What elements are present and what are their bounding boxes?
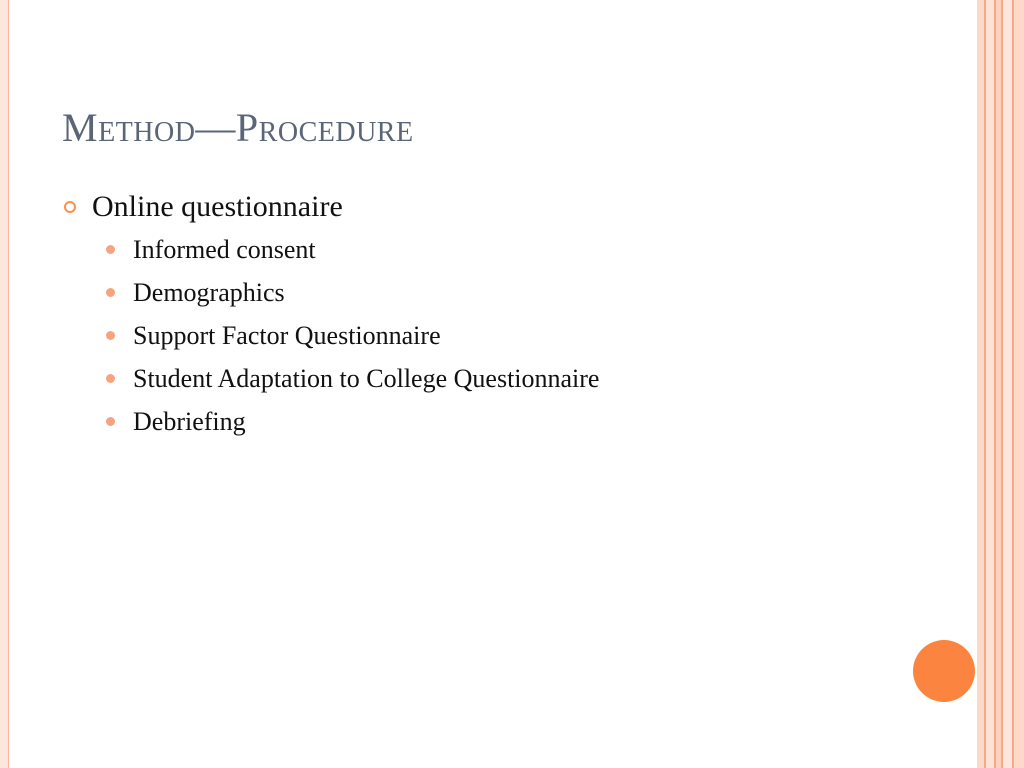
filled-dot-bullet-icon	[106, 331, 115, 340]
left-border-decoration	[0, 0, 9, 768]
sub-bullet-list	[62, 228, 942, 443]
slide-content	[62, 186, 942, 443]
right-stripe-decoration	[1003, 0, 1012, 768]
sub-bullet-text: Support Factor Questionnaire	[133, 321, 441, 350]
hollow-circle-bullet-icon	[64, 201, 76, 213]
right-stripe-decoration	[977, 0, 984, 768]
sub-bullet-text: Debriefing	[133, 407, 246, 436]
sub-bullet-item	[106, 228, 942, 271]
sub-bullet-item	[106, 400, 942, 443]
filled-dot-bullet-icon	[106, 417, 115, 426]
slide-title: Method—Procedure	[62, 105, 414, 150]
bullet-text: Online questionnaire	[92, 190, 343, 223]
orange-circle-decoration	[913, 640, 975, 702]
filled-dot-bullet-icon	[106, 374, 115, 383]
sub-bullet-item	[106, 357, 942, 400]
sub-bullet-item	[106, 271, 942, 314]
sub-bullet-item	[106, 314, 942, 357]
sub-bullet-text: Informed consent	[133, 235, 316, 264]
right-stripe-decoration	[986, 0, 994, 768]
right-stripe-decoration	[1014, 0, 1024, 768]
sub-bullet-text: Student Adaptation to College Questionnaire	[133, 364, 600, 393]
sub-bullet-text: Demographics	[133, 278, 285, 307]
bullet-item-level1	[62, 186, 942, 228]
filled-dot-bullet-icon	[106, 245, 115, 254]
filled-dot-bullet-icon	[106, 288, 115, 297]
